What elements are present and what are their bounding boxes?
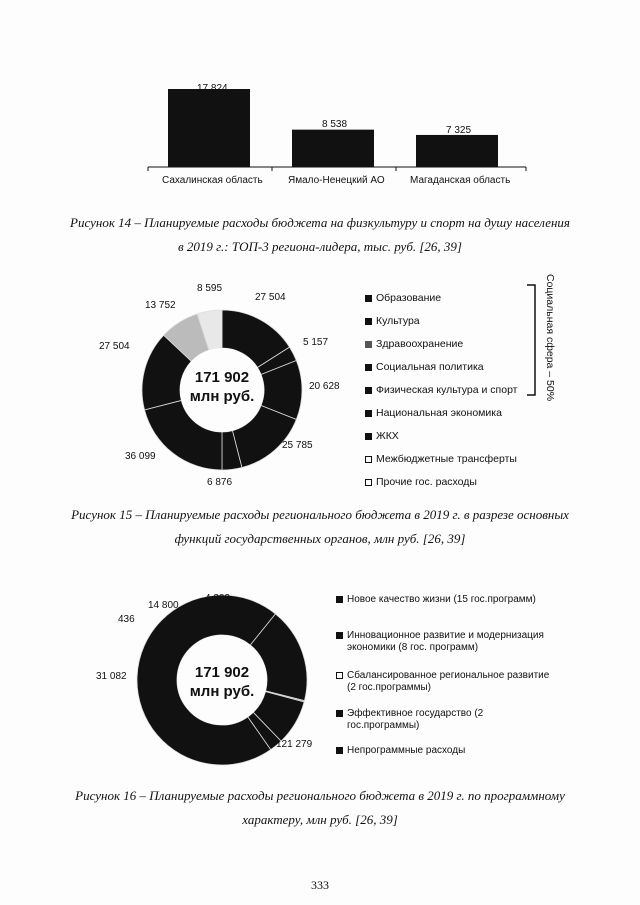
legend-swatch	[365, 341, 372, 348]
page-number: 333	[311, 878, 329, 892]
figure14-caption	[20, 211, 620, 259]
social-sphere-bracket	[525, 282, 545, 402]
legend-item-social-policy: Социальная политика	[365, 361, 484, 373]
legend-item-health: Здравоохранение	[365, 338, 463, 350]
slice-value-label: 20 628	[309, 381, 340, 392]
slice-value-label: 36 099	[125, 451, 156, 462]
slice-value-label: 13 752	[145, 300, 176, 311]
bar	[292, 130, 374, 167]
legend-item-other: Прочие гос. расходы	[365, 476, 477, 488]
legend-item-quality-of-life: Новое качество жизни (15 гос.программ)	[336, 594, 536, 606]
figure16-caption-line2: характеру, млн руб. [26, 39]	[242, 812, 398, 827]
bar-chart	[0, 0, 640, 200]
slice-value-label: 121 279	[276, 739, 313, 750]
bar	[168, 89, 250, 167]
slice-value-label: 8 595	[197, 283, 223, 294]
legend-swatch	[365, 318, 372, 325]
bar-value-label-2: 7 325	[446, 125, 472, 136]
figure15-caption-line2: функций государственных органов, млн руб. [26, 39]	[174, 531, 466, 546]
legend-item-effective-state: Эффективное государство (2 гос.программы)	[336, 708, 483, 732]
bar	[416, 135, 498, 167]
legend-swatch	[336, 596, 343, 603]
legend-swatch	[365, 387, 372, 394]
figure15-caption	[20, 503, 620, 551]
legend-swatch	[365, 295, 372, 302]
legend-swatch	[336, 747, 343, 754]
bar-value-label-1: 8 538	[322, 119, 348, 130]
donut2-center-line1: 171 902	[194, 664, 250, 681]
legend-item-housing: ЖКХ	[365, 430, 399, 442]
slice-value-label: 436	[118, 614, 135, 625]
bar-category-label-0: Сахалинская область	[162, 175, 263, 186]
legend-item-sport: Физическая культура и спорт	[365, 384, 518, 396]
legend-item-balanced: Сбалансированное региональное развитие (2 гос.программы)	[336, 670, 549, 694]
slice-value-label: 25 785	[282, 440, 313, 451]
legend-swatch	[365, 479, 372, 486]
bracket-path	[527, 285, 535, 395]
legend-item-innovation: Инновационное развитие и модернизация экономики (8 гос. программ)	[336, 630, 544, 654]
slice-value-label: 5 157	[303, 337, 329, 348]
legend-item-nonprogram: Непрограммные расходы	[336, 745, 465, 757]
legend-swatch	[336, 632, 343, 639]
bar-category-label-2: Магаданская область	[410, 175, 511, 186]
legend-swatch	[365, 433, 372, 440]
donut1-center-line2: млн руб.	[189, 388, 255, 405]
slice-value-label: 6 876	[207, 477, 233, 488]
slice-value-label: 27 504	[255, 292, 286, 303]
slice-value-label: 14 800	[148, 600, 179, 611]
legend-item-culture: Культура	[365, 315, 420, 327]
slice-value-label: 27 504	[99, 341, 130, 352]
legend-item-economy: Национальная экономика	[365, 407, 502, 419]
legend-swatch	[365, 456, 372, 463]
bar-category-label-1: Ямало-Ненецкий АО	[288, 175, 385, 186]
figure14-caption-line1: Рисунок 14 – Планируемые расходы бюджета на физкультуру и спорт на душу населения	[70, 215, 570, 230]
legend-swatch	[365, 410, 372, 417]
legend-swatch	[336, 710, 343, 717]
legend-item-education: Образование	[365, 292, 441, 304]
legend-swatch	[365, 364, 372, 371]
figure16-caption	[20, 784, 620, 832]
donut1-center-line1: 171 902	[194, 369, 250, 386]
social-sphere-label: Социальная сфера – 50%	[544, 274, 556, 402]
donut2-center-line2: млн руб.	[189, 683, 255, 700]
slice-value-label: 31 082	[96, 671, 127, 682]
slice-value-label: 4 303	[205, 593, 231, 604]
figure15-caption-line1: Рисунок 15 – Планируемые расходы регионального бюджета в 2019 г. в разрезе основных	[71, 507, 569, 522]
legend-swatch	[336, 672, 343, 679]
figure16-caption-line1: Рисунок 16 – Планируемые расходы регионального бюджета в 2019 г. по программному	[75, 788, 565, 803]
legend-item-transfers: Межбюджетные трансферты	[365, 453, 517, 465]
bar-value-label-0: 17 824	[197, 83, 228, 94]
figure14-caption-line2: в 2019 г.: ТОП-3 региона-лидера, тыс. руб. [26, 39]	[178, 239, 462, 254]
donut1-center-label	[172, 368, 272, 406]
donut2-center-label	[172, 663, 272, 701]
